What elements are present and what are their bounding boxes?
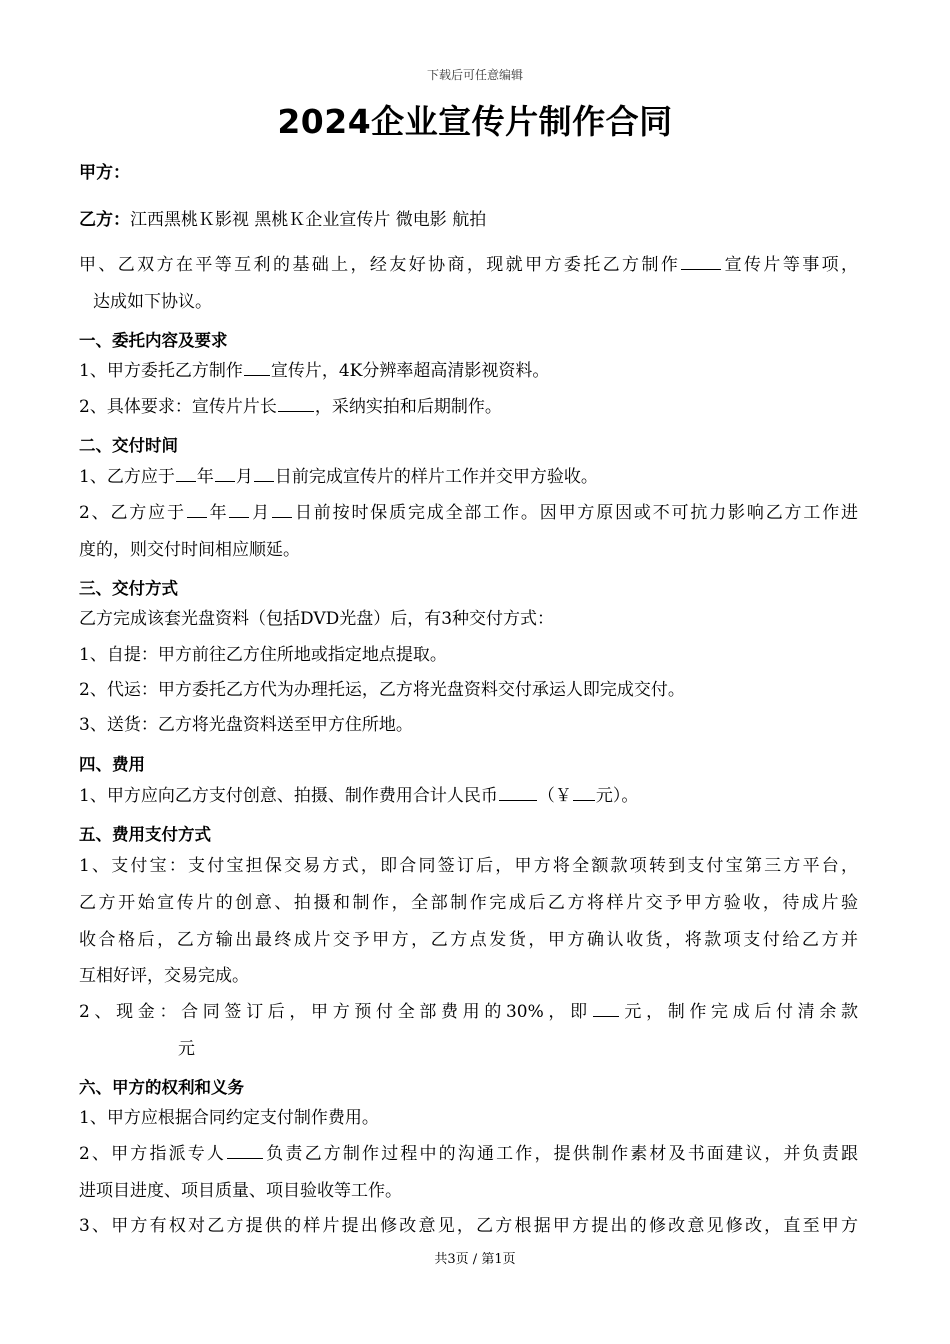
page-footer: 共3页 / 第1页 (434, 1252, 516, 1267)
section-heading-6: 六、甲方的权利和义务 (79, 1078, 244, 1097)
s2-line-3: 度的，则交付时间相应顺延。 (79, 540, 300, 560)
blank-field (681, 255, 721, 270)
section-heading-5: 五、费用支付方式 (79, 825, 211, 844)
party-a (79, 158, 130, 183)
s5-line-5: 2、现金：合同签订后，甲方预付全部费用的30%，即 元，制作完成后付清余款 (79, 1002, 858, 1022)
blank-field (176, 467, 196, 482)
intro-line-2: 达成如下协议。 (93, 292, 212, 312)
party-b-value: 江西黑桃Ｋ影视 黑桃Ｋ企业宣传片 微电影 航拍 (130, 210, 487, 230)
blank-field (244, 361, 270, 376)
section-heading-3: 三、交付方式 (79, 579, 178, 598)
s6-line-3: 进项目进度、项目质量、项目验收等工作。 (79, 1181, 402, 1201)
party-b-label: 乙方： (79, 210, 130, 230)
s6-line-1: 1、甲方应根据合同约定支付制作费用。 (79, 1108, 379, 1128)
header-note: 下载后可任意编辑 (426, 68, 523, 82)
blank-field (573, 786, 595, 801)
s3-line-3: 2、代运：甲方委托乙方代为办理托运，乙方将光盘资料交付承运人即完成交付。 (79, 680, 685, 700)
section-heading-2: 二、交付时间 (79, 436, 178, 455)
s2-line-1: 1、乙方应于 年 月 日前完成宣传片的样片工作并交甲方验收。 (79, 467, 598, 487)
s3-line-4: 3、送货：乙方将光盘资料送至甲方住所地。 (79, 715, 413, 735)
s3-line-2: 1、自提：甲方前往乙方住所地或指定地点提取。 (79, 645, 447, 665)
blank-field (593, 1002, 619, 1017)
party-a-label: 甲方： (79, 163, 130, 183)
s5-line-1: 1、支付宝：支付宝担保交易方式，即合同签订后，甲方将全额款项转到支付宝第三方平台， (79, 856, 858, 876)
s1-line-2: 2、具体要求：宣传片片长 ，采纳实拍和后期制作。 (79, 397, 502, 417)
s1-line-1: 1、甲方委托乙方制作 宣传片，4K分辨率超高清影视资料。 (79, 361, 550, 381)
blank-field (272, 503, 292, 518)
s5-line-3: 收合格后，乙方输出最终成片交予甲方，乙方点发货，甲方确认收货，将款项支付给乙方并 (79, 930, 858, 950)
s6-line-2: 2、甲方指派专人 负责乙方制作过程中的沟通工作，提供制作素材及书面建议，并负责跟 (79, 1144, 858, 1164)
s3-line-1: 乙方完成该套光盘资料（包括DVD光盘）后，有3种交付方式： (79, 609, 555, 629)
party-b (79, 205, 486, 230)
s4-line-1: 1、甲方应向乙方支付创意、拍摄、制作费用合计人民币 （￥ 元）。 (79, 786, 639, 806)
section-heading-4: 四、费用 (79, 755, 145, 774)
blank-field (254, 467, 274, 482)
blank-field (227, 1144, 263, 1159)
s6-line-4: 3、甲方有权对乙方提供的样片提出修改意见，乙方根据甲方提出的修改意见修改，直至甲方 (79, 1216, 858, 1236)
s2-line-2: 2、乙方应于 年 月 日前按时保质完成全部工作。因甲方原因或不可抗力影响乙方工作进 (79, 503, 859, 523)
section-heading-1: 一、委托内容及要求 (79, 331, 228, 350)
blank-field (229, 503, 249, 518)
s5-line-4: 互相好评，交易完成。 (79, 966, 249, 986)
blank-field (215, 467, 235, 482)
blank-field (278, 397, 314, 412)
intro-line-1: 甲、乙双方在平等互利的基础上，经友好协商，现就甲方委托乙方制作 宣传片等事项， (79, 255, 859, 275)
page-title: 2024企业宣传片制作合同 (277, 102, 673, 141)
s5-line-2: 乙方开始宣传片的创意、拍摄和制作，全部制作完成后乙方将样片交予甲方验收，待成片验 (79, 893, 858, 913)
s5-line-6: 元 (178, 1039, 195, 1059)
blank-field (499, 786, 537, 801)
blank-field (187, 503, 207, 518)
